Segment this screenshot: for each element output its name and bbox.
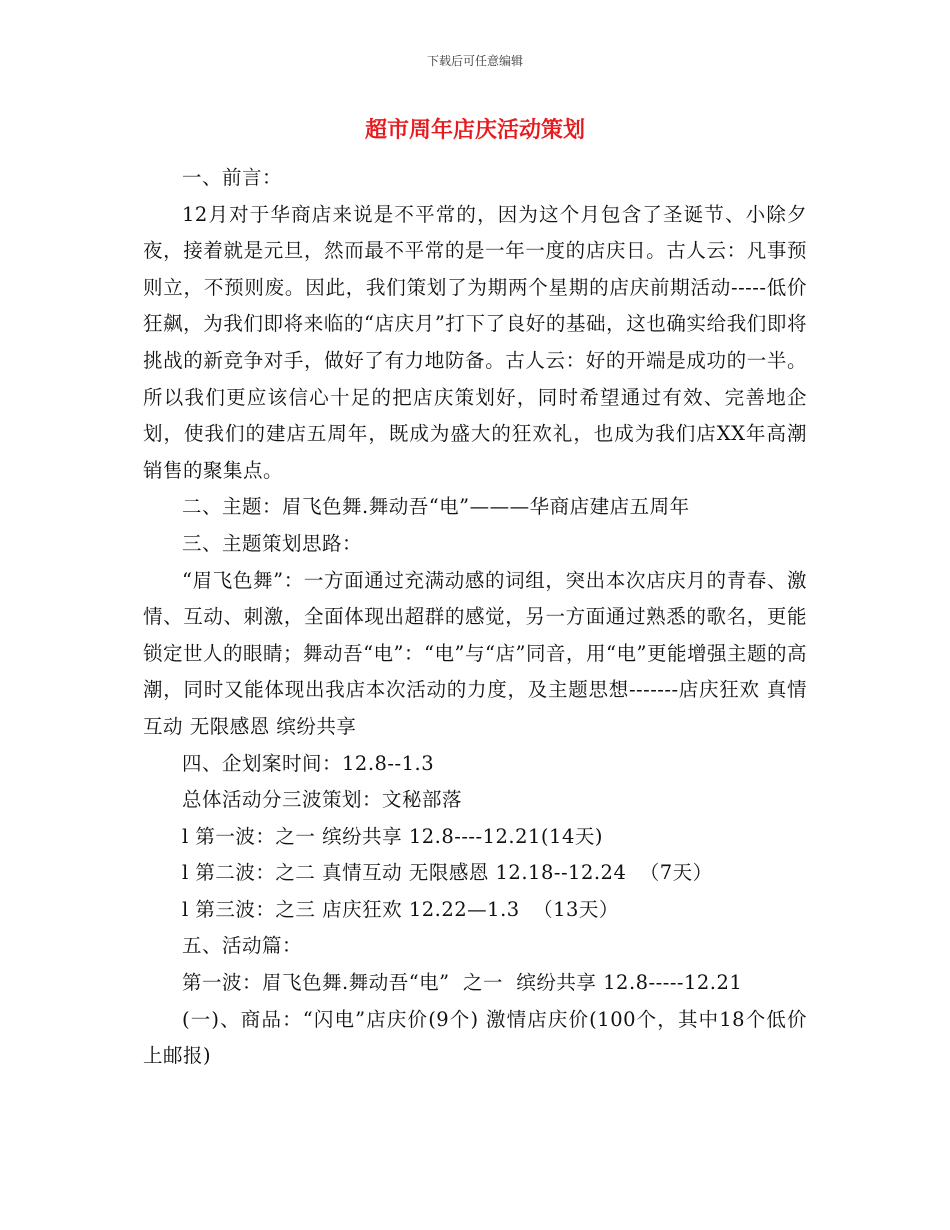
document-title: 超市周年店庆活动策划 bbox=[364, 118, 585, 143]
wave-item-3: l 第三波：之三 店庆狂欢 12.22—1.3 （13天） bbox=[182, 897, 619, 921]
section-preface-heading: 一、前言： bbox=[182, 166, 283, 189]
section-theme-ideas-heading: 三、主题策划思路： bbox=[182, 531, 363, 555]
section-activities-heading: 五、活动篇： bbox=[182, 934, 303, 958]
wave-item-2: l 第二波：之二 真情互动 无限感恩 12.18--12.24 （7天） bbox=[182, 861, 713, 885]
waves-overview: 总体活动分三波策划：文秘部落 bbox=[182, 788, 463, 812]
wave-item-1: l 第一波：之一 缤纷共享 12.8----12.21(14天) bbox=[182, 824, 603, 848]
wave-one-heading: 第一波：眉飞色舞.舞动吾“电” 之一 缤纷共享 12.8-----12.21 bbox=[182, 971, 743, 995]
theme-ideas-paragraph: “眉飞色舞”：一方面通过充满动感的词组，突出本次店庆月的青春、激情、互动、刺激，全面体现出超群的感觉，另一方面通过熟悉的歌名，更能锁定世人的眼睛；舞动吾“电”：“电”与“店”同音，用“电”更能增强主题的高潮，同时又能体现出我店本次活动的力度，及主题思想-------店庆狂欢 真情互动 无限感恩 缤纷共享 bbox=[143, 568, 807, 738]
document-body bbox=[143, 160, 807, 1075]
page-header: 下载后可任意编辑 bbox=[426, 54, 523, 68]
goods-paragraph: (一)、商品：“闪电”店庆价(9个) 激情店庆价(100个，其中18个低价上邮报) bbox=[143, 1007, 807, 1068]
preface-paragraph: 12月对于华商店来说是不平常的，因为这个月包含了圣诞节、小除夕夜，接着就是元旦，然而最不平常的是一年一度的店庆日。古人云：凡事预则立，不预则废。因此，我们策划了为期两个星期的店庆前期活动-----低价狂飙，为我们即将来临的“店庆月”打下了良好的基础，这也确实给我们即将挑战的新竞争对手，做好了有力地防备。古人云：好的开端是成功的一半。所以我们更应该信心十足的把店庆策划好，同时希望通过有效、完善地企划，使我们的建店五周年，既成为盛大的狂欢礼，也成为我们店XX年高潮销售的聚集点。 bbox=[143, 202, 807, 482]
section-schedule: 四、企划案时间：12.8--1.3 bbox=[182, 751, 435, 775]
section-theme: 二、主题：眉飞色舞.舞动吾“电”———华商店建店五周年 bbox=[182, 495, 690, 519]
